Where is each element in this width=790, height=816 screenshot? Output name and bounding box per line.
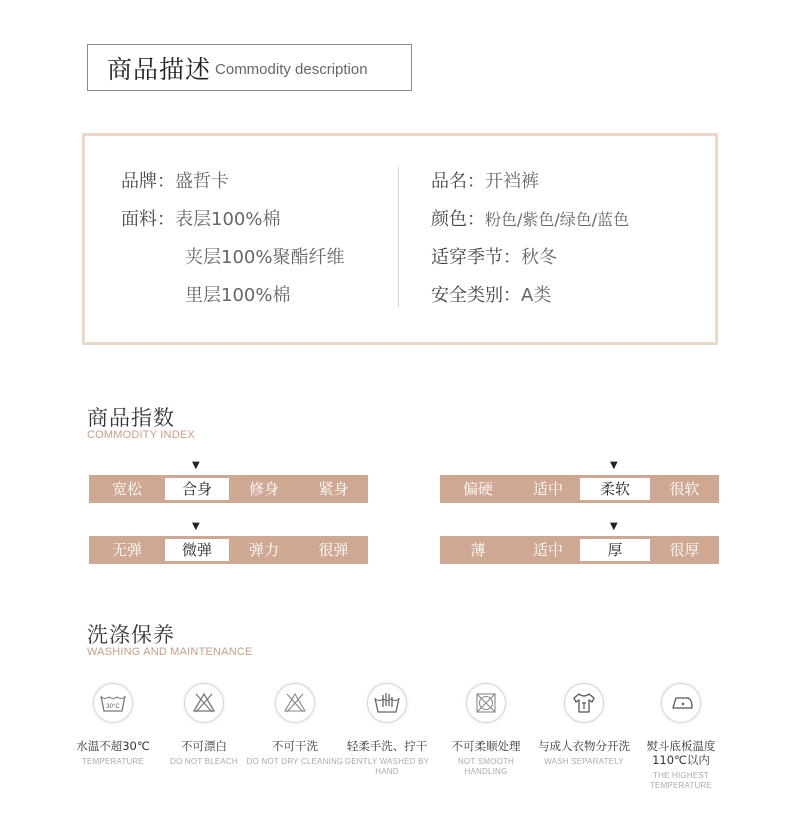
care-item-hand-wash (337, 683, 437, 777)
softness-marker-icon: ▼ (610, 460, 618, 471)
care-cn: 不可漂白 (181, 739, 227, 753)
care-item-no-tumble (436, 683, 536, 777)
care-cn: 轻柔手洗、拧干 (346, 739, 428, 753)
index-title: 商品指数 (87, 406, 175, 430)
brand-row (121, 167, 229, 193)
care-en: NOT SMOOTH HANDLING (457, 757, 515, 776)
description-title-cn: 商品描述 (107, 54, 212, 84)
fabric-line-2: 夹层100%聚酯纤维 (185, 247, 345, 268)
info-divider (398, 167, 399, 307)
thickness-index-bar (440, 536, 719, 564)
season-label: 适穿季节： (431, 247, 521, 268)
safety-row (431, 281, 551, 307)
thickness-option: 很厚 (669, 541, 700, 559)
softness-option: 很软 (669, 480, 700, 498)
care-en: GENTLY WASHED BY HAND (344, 757, 430, 776)
no-tumble-icon (466, 683, 506, 723)
softness-option: 适中 (532, 480, 563, 498)
thickness-option: 薄 (470, 541, 486, 559)
hand-wash-icon (367, 683, 407, 723)
fabric-row (121, 205, 280, 231)
season-value: 秋冬 (521, 247, 557, 268)
color-value: 粉色/紫色/绿色/蓝色 (485, 210, 630, 229)
brand-label: 品牌： (121, 171, 175, 192)
care-item-no-bleach (154, 683, 254, 767)
care-item-iron (631, 683, 731, 791)
name-row (431, 167, 539, 193)
care-en: THE HIGHEST TEMPERATURE (649, 771, 713, 790)
care-en: DO NOT DRY CLEANING (246, 757, 344, 766)
fabric-line-1: 表层100%棉 (175, 209, 281, 230)
care-en: TEMPERATURE (81, 757, 145, 766)
care-item-temperature (63, 683, 163, 767)
thickness-option: 适中 (532, 541, 563, 559)
thickness-marker-icon: ▼ (610, 521, 618, 532)
fit-marker-icon: ▼ (192, 460, 200, 471)
care-subtitle: WASHING AND MAINTENANCE (87, 646, 253, 658)
care-cn: 不可干洗 (272, 739, 318, 753)
name-value: 开裆裤 (485, 171, 539, 192)
care-cn: 水温不超30℃ (76, 739, 150, 753)
fit-option-selected: 合身 (165, 478, 229, 500)
care-title: 洗涤保养 (87, 623, 175, 647)
index-subtitle: COMMODITY INDEX (87, 429, 195, 441)
no-dry-clean-icon (275, 683, 315, 723)
care-item-wash-separately (534, 683, 634, 767)
thickness-option-selected: 厚 (580, 539, 650, 561)
care-item-no-dry-clean (245, 683, 345, 767)
softness-option: 偏硬 (462, 480, 493, 498)
care-en: DO NOT BLEACH (170, 757, 238, 766)
description-title-en: Commodity description (215, 61, 368, 78)
elasticity-index-bar (89, 536, 368, 564)
elasticity-option: 无弹 (111, 541, 142, 559)
wash-separately-icon (564, 683, 604, 723)
wash-temperature-label: 30°C (106, 704, 120, 710)
no-bleach-icon (184, 683, 224, 723)
softness-option-selected: 柔软 (580, 478, 650, 500)
fabric-line-2-row (185, 243, 344, 269)
fit-option: 紧身 (318, 480, 349, 498)
fabric-line-3: 里层100%棉 (185, 285, 291, 306)
softness-index-bar (440, 475, 719, 503)
color-row (431, 205, 629, 231)
safety-value: A类 (521, 285, 552, 306)
color-label: 颜色： (431, 209, 485, 230)
fit-option: 宽松 (111, 480, 142, 498)
elasticity-option: 很弹 (318, 541, 349, 559)
safety-label: 安全类别： (431, 285, 521, 306)
fabric-label: 面料： (121, 209, 175, 230)
care-cn: 不可柔顺处理 (451, 739, 521, 753)
care-cn: 熨斗底板温度110℃以内 (646, 739, 716, 767)
commodity-description-heading (87, 44, 412, 91)
elasticity-marker-icon: ▼ (192, 521, 200, 532)
care-cn: 与成人衣物分开洗 (538, 739, 630, 753)
elasticity-option: 弹力 (248, 541, 279, 559)
care-en: WASH SEPARATELY (544, 757, 624, 766)
name-label: 品名： (431, 171, 485, 192)
product-info-box (82, 133, 718, 345)
wash-temperature-icon (93, 683, 133, 723)
iron-icon (661, 683, 701, 723)
season-row (431, 243, 557, 269)
fabric-line-3-row (185, 281, 290, 307)
fit-index-bar (89, 475, 368, 503)
fit-option: 修身 (248, 480, 279, 498)
elasticity-option-selected: 微弹 (165, 539, 229, 561)
brand-value: 盛哲卡 (175, 171, 229, 192)
